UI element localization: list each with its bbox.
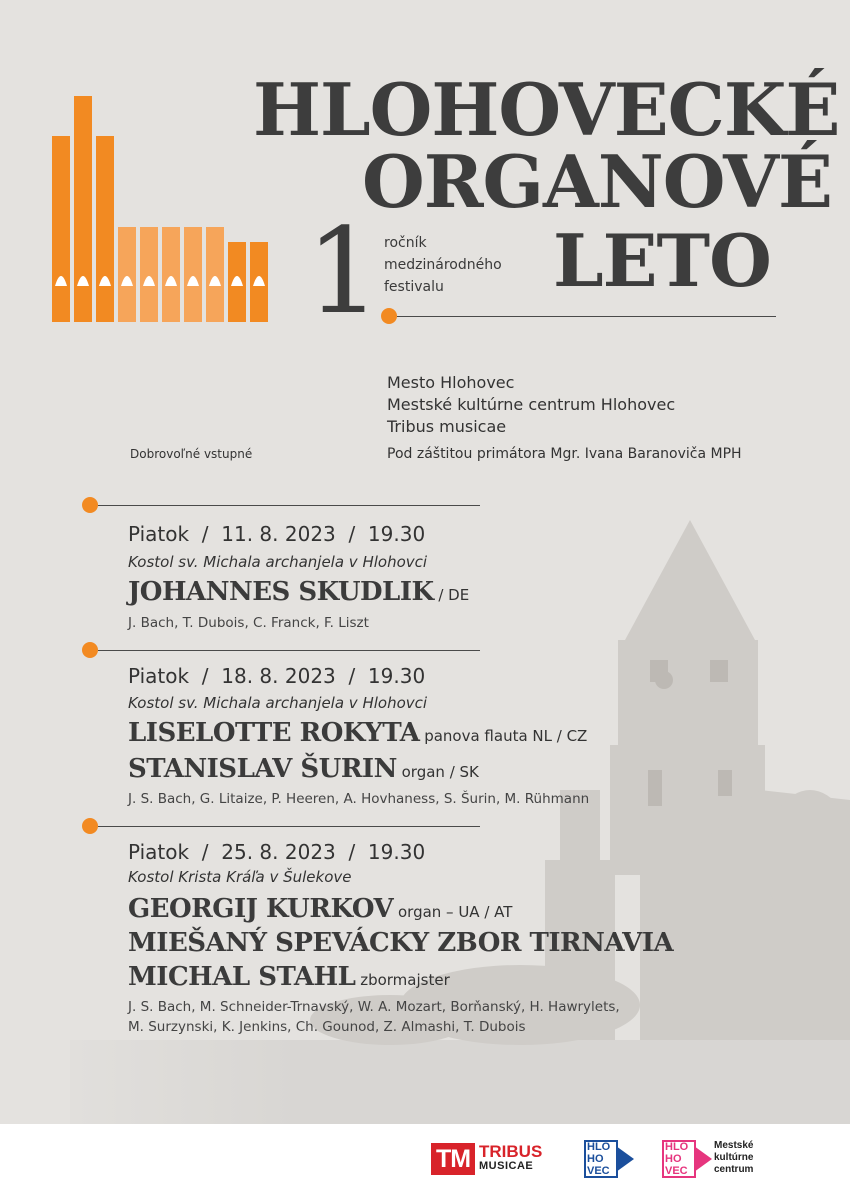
concert-2-venue: Kostol sv. Michala archanjela v Hlohovci [128, 694, 428, 712]
performer-name: LISELOTTE ROKYTA [128, 718, 420, 748]
concert-3-performer-1 [128, 894, 512, 924]
hlohovec-city-logo [584, 1140, 634, 1178]
performer-name: JOHANNES SKUDLIK [128, 577, 434, 607]
organizer-1: Mesto Hlohovec [387, 373, 515, 392]
concert-2-line [98, 650, 480, 651]
concert-1-program: J. Bach, T. Dubois, C. Franck, F. Liszt [128, 615, 369, 631]
performer-note: zbormajster [355, 971, 450, 989]
admission-text: Dobrovoľné vstupné [130, 447, 253, 461]
concert-3-performer-2 [128, 928, 673, 958]
mkc-text-1: Mestské [714, 1140, 754, 1151]
edition-text-1: ročník [384, 235, 427, 251]
hlohovec-arrow-icon [616, 1146, 634, 1172]
performer-name: GEORGIJ KURKOV [128, 894, 394, 924]
concert-3-venue: Kostol Krista Kráľa v Šulekove [128, 868, 352, 886]
concert-3-dot [82, 818, 98, 834]
concert-3-program-line-2: M. Surzynski, K. Jenkins, Ch. Gounod, Z. Almashi, T. Dubois [128, 1019, 526, 1035]
title-divider-line [397, 316, 776, 317]
concert-1-venue: Kostol sv. Michala archanjela v Hlohovci [128, 553, 428, 571]
concert-1-performer-1 [128, 577, 469, 607]
mkc-text-2: kultúrne [714, 1152, 754, 1163]
edition-text-2: medzinárodného [384, 257, 502, 273]
concert-2-program: J. S. Bach, G. Litaize, P. Heeren, A. Hovhaness, S. Šurin, M. Rühmann [128, 791, 590, 807]
concert-2-date: Piatok / 18. 8. 2023 / 19.30 [128, 664, 426, 688]
organizer-3: Tribus musicae [387, 417, 507, 436]
sponsor-footer [0, 1124, 850, 1202]
title-line-1: HLOHOVECKÉ [253, 67, 840, 152]
performer-note: organ / SK [396, 763, 479, 781]
edition-number: 1 [306, 202, 382, 340]
musicae-word: MUSICAE [479, 1160, 534, 1172]
mkc-l1: HLO [665, 1141, 689, 1153]
concert-1-line [98, 505, 480, 506]
concert-3-line [98, 826, 480, 827]
title-divider-dot [381, 308, 397, 324]
organizer-2: Mestské kultúrne centrum Hlohovec [387, 395, 676, 414]
performer-note: / DE [433, 586, 470, 604]
mkc-l2: HO [665, 1153, 682, 1165]
performer-note: organ – UA / AT [393, 903, 513, 921]
concert-2-dot [82, 642, 98, 658]
performer-name: STANISLAV ŠURIN [128, 754, 397, 784]
patronage-text: Pod záštitou primátora Mgr. Ivana Baranoviča MPH [387, 446, 742, 462]
organ-pipes-logo [52, 96, 268, 322]
title-line-3: LETO [553, 218, 771, 303]
organ-pipes-graphic [52, 96, 268, 322]
mkc-text-3: centrum [714, 1164, 754, 1175]
mkc-arrow-icon [694, 1146, 712, 1172]
edition-text-3: festivalu [384, 279, 444, 295]
hlohovec-l1: HLO [587, 1141, 611, 1153]
tribus-word: TRIBUS [479, 1142, 543, 1161]
hlohovec-l2: HO [587, 1153, 604, 1165]
concert-3-program-line-1: J. S. Bach, M. Schneider-Trnavský, W. A. Mozart, Borňanský, H. Hawrylets, [128, 999, 620, 1015]
concert-2-performer-2 [128, 754, 479, 784]
concert-1-date: Piatok / 11. 8. 2023 / 19.30 [128, 522, 426, 546]
mkc-l3: VEC [665, 1165, 688, 1177]
concert-3-date: Piatok / 25. 8. 2023 / 19.30 [128, 840, 426, 864]
performer-note: panova flauta NL / CZ [419, 727, 588, 745]
performer-name: MICHAL STAHL [128, 962, 356, 992]
concert-2-performer-1 [128, 718, 587, 748]
mkc-logo [662, 1140, 762, 1180]
tribus-tm-mark: TM [431, 1143, 475, 1175]
concert-3-performer-3 [128, 962, 450, 992]
concert-1-dot [82, 497, 98, 513]
performer-name: MIEŠANÝ SPEVÁCKY ZBOR TIRNAVIA [128, 928, 674, 958]
title-line-2: ORGANOVÉ [362, 139, 832, 224]
hlohovec-l3: VEC [587, 1165, 610, 1177]
